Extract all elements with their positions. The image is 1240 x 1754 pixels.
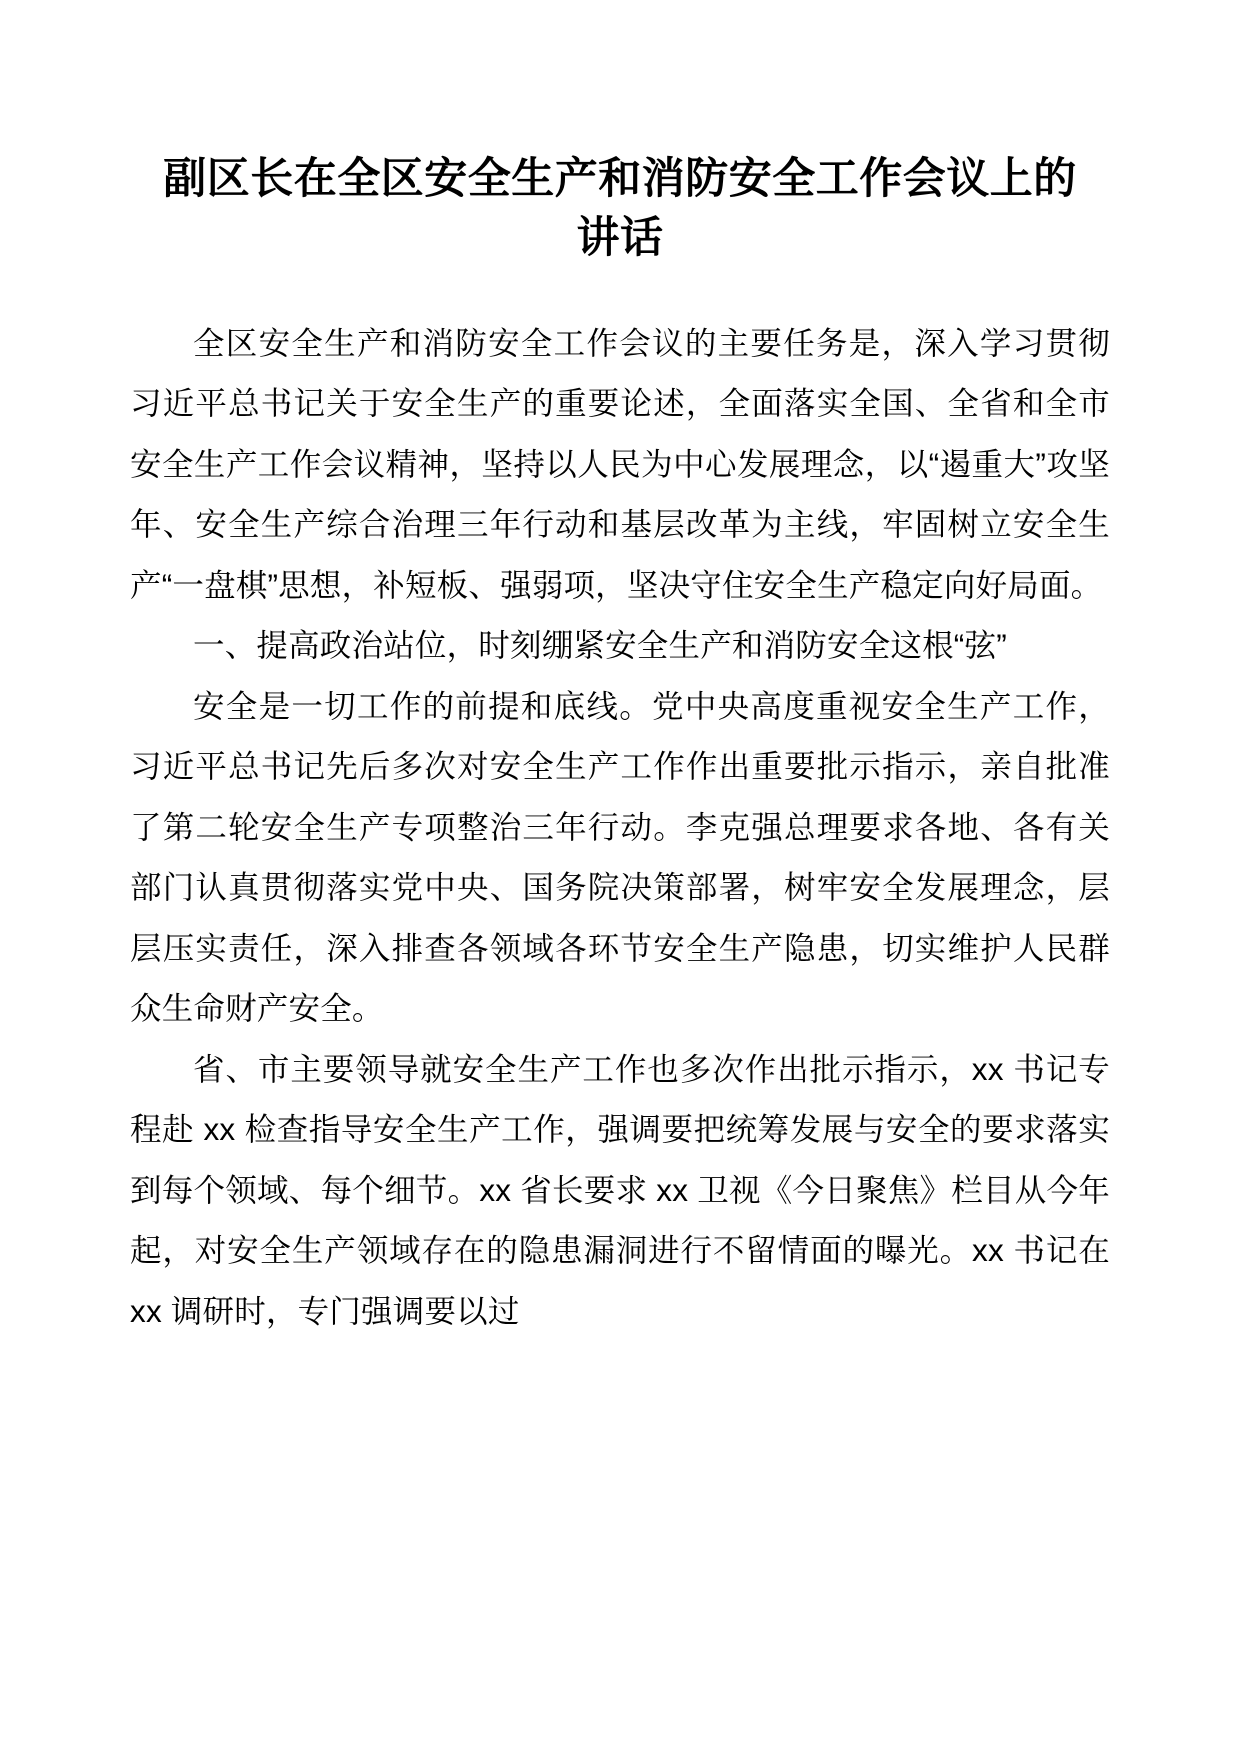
paragraph-intro: 全区安全生产和消防安全工作会议的主要任务是，深入学习贯彻习近平总书记关于安全生产的重要论述，全面落实全国、全省和全市安全生产工作会议精神，坚持以人民为中心发展理念，以“遏重大”攻坚年、安全生产综合治理三年行动和基层改革为主线，牢固树立安全生产“一盘棋”思想，补短板、强弱项，坚决守住安全生产稳定向好局面。 (130, 324, 1110, 603)
section-heading-one: 一、提高政治站位，时刻绷紧安全生产和消防安全这根“弦” (193, 627, 1007, 664)
paragraph-provincial-leadership: 省、市主要领导就安全生产工作也多次作出批示指示，xx 书记专程赴 xx 检查指导安全生产工作，强调要把统筹发展与安全的要求落实到每个领域、每个细节。xx 省长要求 xx 卫视《今日聚焦》栏目从今年起，对安全生产领域存在的隐患漏洞进行不留情面的曝光。xx 书记在 xx 调研时，专门强调要以过 (130, 1050, 1110, 1329)
page-title: 副区长在全区安全生产和消防安全工作会议上的讲话 (163, 155, 1077, 263)
paragraph-central-leadership: 安全是一切工作的前提和底线。党中央高度重视安全生产工作，习近平总书记先后多次对安全生产工作作出重要批示指示，亲自批准了第二轮安全生产专项整治三年行动。李克强总理要求各地、各有关部门认真贯彻落实党中央、国务院决策部署，树牢安全发展理念，层层压实责任，深入排查各领域各环节安全生产隐患，切实维护人民群众生命财产安全。 (130, 687, 1110, 1027)
